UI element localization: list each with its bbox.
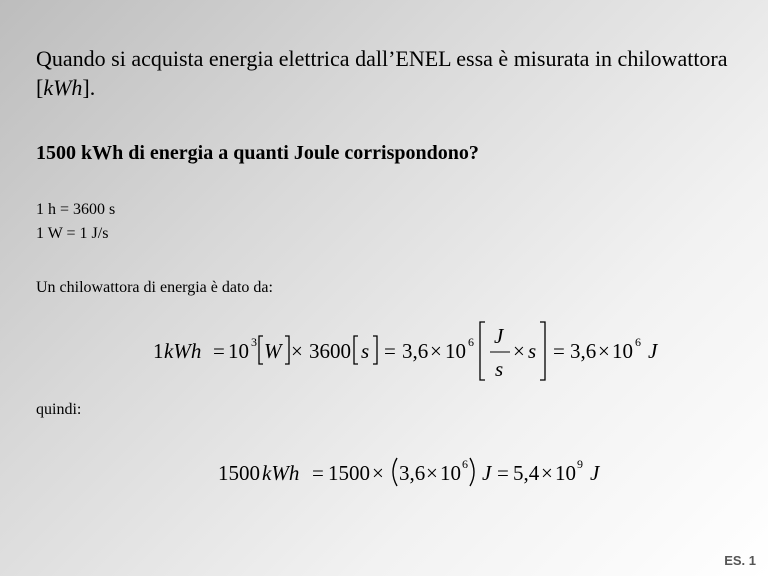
eq2-equals-2: =	[497, 461, 509, 485]
eq1-frac-den: s	[495, 357, 504, 381]
eq2-p-exp: 6	[462, 457, 468, 471]
eq1-lhs-num: 1	[153, 339, 164, 363]
eq2-p-mant: 3,6	[399, 461, 426, 485]
eq1-t1-unit: W	[264, 339, 282, 363]
eq1-t2-unit: s	[361, 339, 370, 363]
lead-in-text: Un chilowattora di energia è dato da:	[36, 279, 273, 296]
definition-watt: 1 W = 1 J/s	[36, 225, 109, 242]
intro-end: ].	[82, 75, 96, 100]
eq2-lhs: 1500	[218, 461, 260, 485]
eq2-res-base: 10	[555, 461, 576, 485]
eq1-t1-base: 10	[228, 339, 249, 363]
eq2-factor: 1500	[328, 461, 370, 485]
eq2-times-1: ×	[372, 461, 384, 485]
eq1-frac-times-unit: s	[528, 339, 537, 363]
eq2-p-unit: J	[482, 461, 492, 485]
eq1-equals-3: =	[553, 339, 565, 363]
eq2-paren-right	[470, 458, 474, 486]
quindi-text: quindi:	[36, 401, 82, 418]
eq1-r1-base: 10	[445, 339, 466, 363]
eq1-r2-exp: 6	[635, 335, 641, 349]
eq1-r1-exp: 6	[468, 335, 474, 349]
eq1-r2-mant: 3,6	[570, 339, 597, 363]
eq1-equals-2: =	[384, 339, 396, 363]
eq1-times-1: ×	[291, 339, 303, 363]
eq1-r1-mant: 3,6	[402, 339, 429, 363]
eq2-paren-left	[393, 458, 397, 486]
eq2-times-3: ×	[541, 461, 553, 485]
eq2-res-unit: J	[590, 461, 600, 485]
eq1-lhs-unit: kWh	[164, 339, 202, 363]
eq1-r2-base: 10	[612, 339, 633, 363]
intro-unit: kWh	[43, 75, 83, 100]
eq1-t2: 3600	[309, 339, 351, 363]
eq1-times-2: ×	[430, 339, 442, 363]
definition-hour: 1 h = 3600 s	[36, 201, 116, 218]
eq2-times-2: ×	[426, 461, 438, 485]
eq1-t1-exp: 3	[251, 335, 257, 349]
eq1-equals: =	[213, 339, 225, 363]
eq1-times-4: ×	[598, 339, 610, 363]
eq1-r2-unit: J	[648, 339, 658, 363]
slide-footer-label: ES. 1	[724, 553, 756, 568]
eq2-lhs-unit: kWh	[262, 461, 300, 485]
eq2-equals-1: =	[312, 461, 324, 485]
eq2-res-exp: 9	[577, 457, 583, 471]
eq1-times-3: ×	[513, 339, 525, 363]
intro-text: Quando si acquista energia elettrica dall’ENEL essa è misurata in chilowattora [	[36, 46, 728, 100]
eq2-p-base: 10	[440, 461, 461, 485]
eq1-frac-num: J	[494, 324, 504, 348]
eq2-res-mant: 5,4	[513, 461, 540, 485]
question-heading: 1500 kWh di energia a quanti Joule corrispondono?	[36, 142, 479, 164]
